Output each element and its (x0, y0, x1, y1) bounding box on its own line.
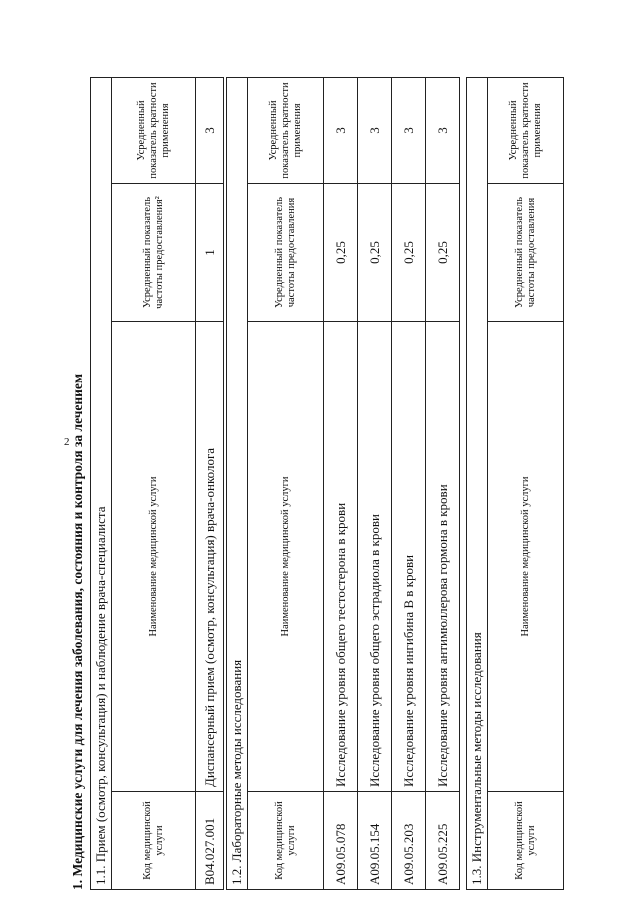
table-row (324, 77, 358, 889)
column-header-name: Наименование медицинской услуги (248, 322, 324, 792)
service-frequency: 0,25 (426, 184, 460, 322)
service-name: Исследование уровня общего эстрадиола в крови (358, 322, 392, 792)
service-name: Исследование уровня ингибина В в крови (392, 322, 426, 792)
service-frequency: 0,25 (324, 184, 358, 322)
page-number: 2 (64, 436, 70, 448)
service-name: Диспансерный прием (осмотр, консультация) врача-онколога (196, 322, 224, 792)
service-multiplicity: 3 (392, 77, 426, 183)
service-frequency: 0,25 (358, 184, 392, 322)
column-header-frequency: Усредненный показатель частоты предоставления (248, 184, 324, 322)
service-code: A09.05.154 (358, 792, 392, 890)
column-header-frequency: Усредненный показатель частоты предоставления² (112, 184, 196, 322)
table-row (358, 77, 392, 889)
table-title: 1.2. Лабораторные методы исследования (227, 77, 248, 889)
column-header-multiplicity: Усредненный показатель кратности применения (248, 77, 324, 183)
table-lab-tests (226, 77, 460, 890)
service-name: Исследование уровня общего тестостерона в крови (324, 322, 358, 792)
service-code: B04.027.001 (196, 792, 224, 890)
service-multiplicity: 3 (358, 77, 392, 183)
column-header-multiplicity: Усредненный показатель кратности применения (488, 77, 564, 183)
service-multiplicity: 3 (324, 77, 358, 183)
service-name: Исследование уровня антимюллерова гормона в крови (426, 322, 460, 792)
service-code: A09.05.225 (426, 792, 460, 890)
column-header-multiplicity: Усредненный показатель кратности применения (112, 77, 196, 183)
service-code: A09.05.078 (324, 792, 358, 890)
column-header-code: Код медицинской услуги (248, 792, 324, 890)
column-header-name: Наименование медицинской услуги (488, 322, 564, 792)
service-frequency: 0,25 (392, 184, 426, 322)
table-row (196, 77, 224, 889)
table-title: 1.3. Инструментальные методы исследования (467, 77, 488, 889)
service-multiplicity: 3 (196, 77, 224, 183)
service-multiplicity: 3 (426, 77, 460, 183)
column-header-name: Наименование медицинской услуги (112, 322, 196, 792)
table-row (392, 77, 426, 889)
table-title: 1.1. Прием (осмотр, консультация) и наблюдение врача-специалиста (91, 77, 112, 889)
section-heading: 1. Медицинские услуги для лечения заболевания, состояния и контроля за лечением (70, 373, 85, 890)
column-header-code: Код медицинской услуги (112, 792, 196, 890)
table-row (426, 77, 460, 889)
rotated-page-content (70, 50, 570, 890)
column-header-frequency: Усредненный показатель частоты предоставления (488, 184, 564, 322)
service-frequency: 1 (196, 184, 224, 322)
table-instrumental (466, 77, 564, 890)
table-consultation (90, 77, 224, 890)
column-header-code: Код медицинской услуги (488, 792, 564, 890)
service-code: A09.05.203 (392, 792, 426, 890)
